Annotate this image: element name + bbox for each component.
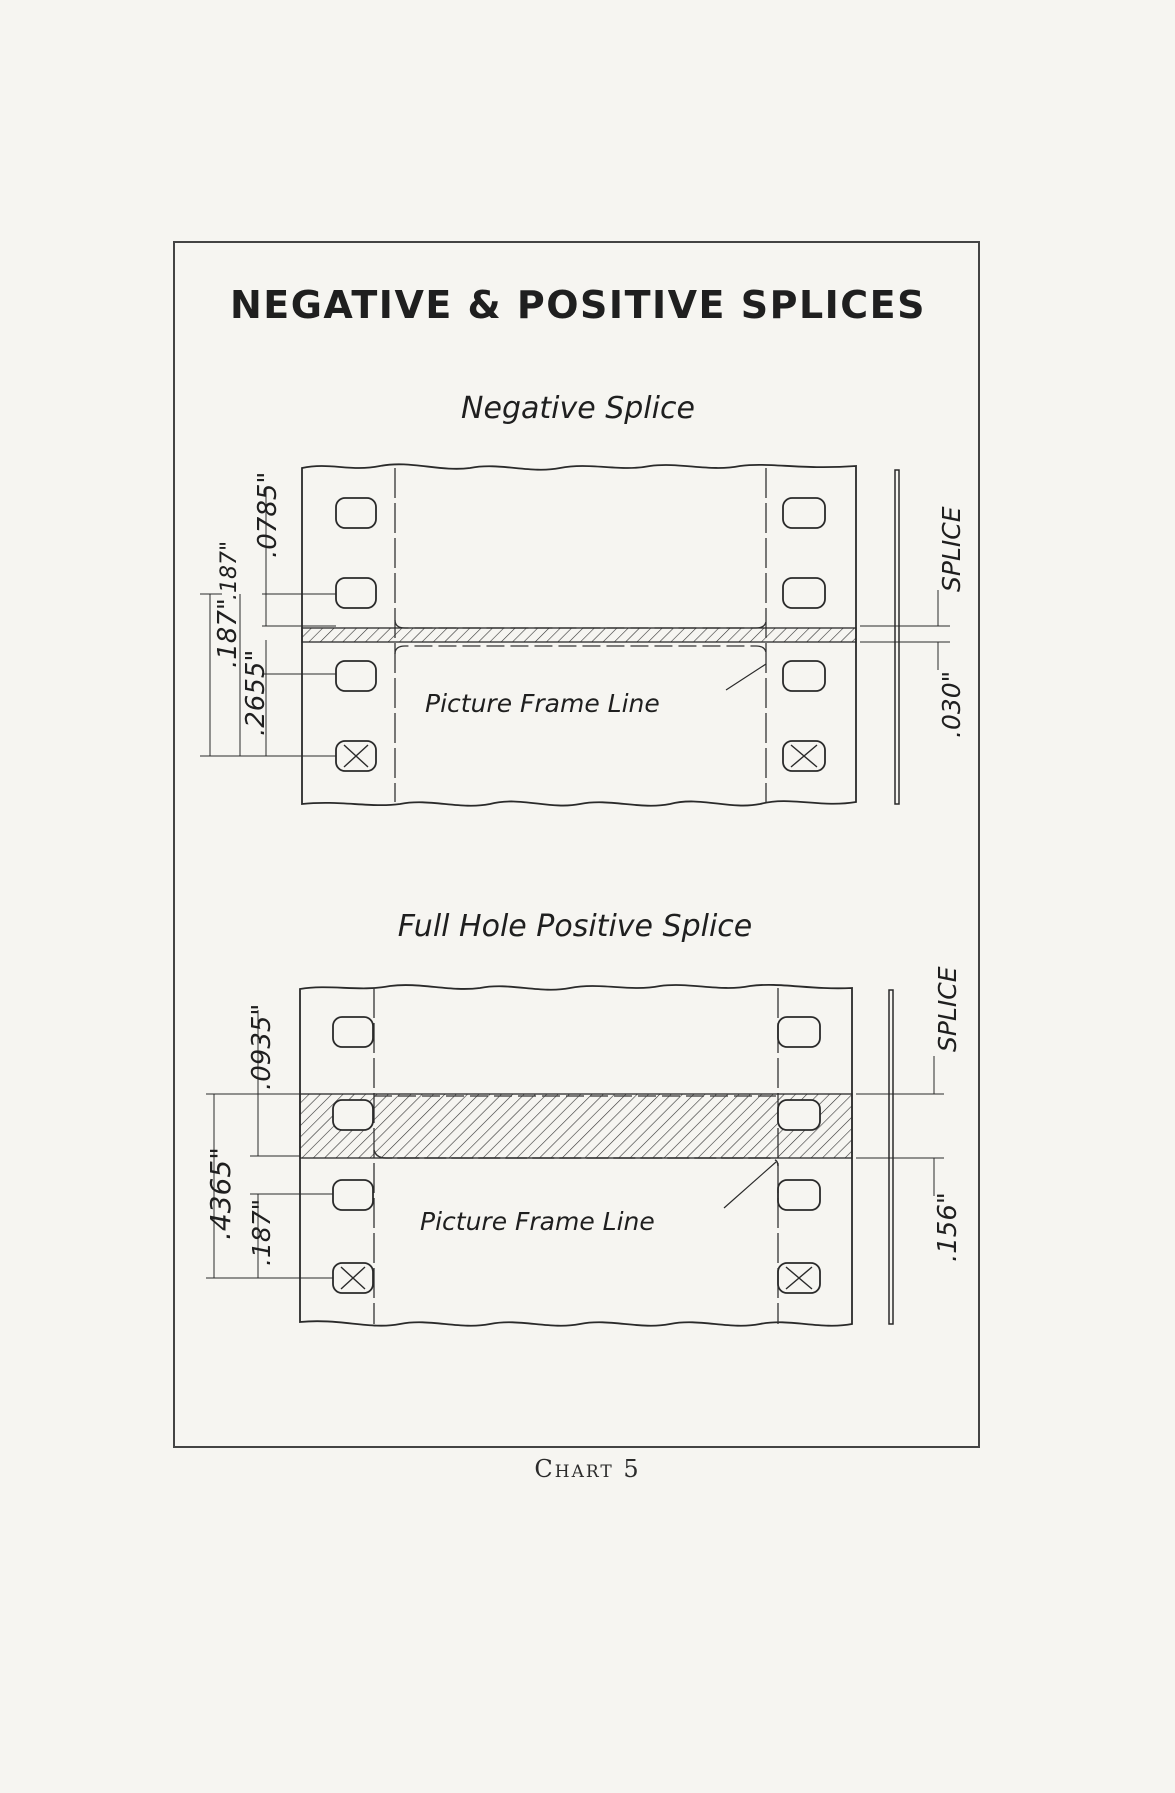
negative-dim-pitch-b: .187" <box>217 540 242 600</box>
negative-upper-frame <box>395 620 766 628</box>
negative-dim-frame-offset: .2655" <box>241 649 271 736</box>
negative-splice-diagram <box>200 391 966 806</box>
negative-edge-view <box>895 470 899 804</box>
negative-sprocket-hole <box>783 498 825 528</box>
negative-sprocket-hole <box>783 578 825 608</box>
positive-sprocket-hole <box>333 1017 373 1047</box>
positive-frame-line-leader <box>724 1162 776 1208</box>
positive-sprocket-hole <box>778 1180 820 1210</box>
positive-sprocket-hole <box>778 1100 820 1130</box>
positive-sprocket-hole <box>333 1100 373 1130</box>
negative-crossed-sprocket-hole <box>336 741 376 771</box>
positive-sprocket-hole <box>333 1180 373 1210</box>
positive-splice-label: SPLICE <box>933 966 962 1052</box>
negative-sprocket-hole <box>336 498 376 528</box>
negative-splice-label: SPLICE <box>937 506 966 592</box>
positive-sprocket-hole <box>778 1017 820 1047</box>
negative-sprocket-hole <box>783 661 825 691</box>
positive-edge-view <box>889 990 893 1324</box>
negative-splice-heading: Negative Splice <box>461 391 695 426</box>
negative-sprocket-hole <box>336 661 376 691</box>
negative-splice-band <box>302 628 856 642</box>
positive-dim-total: .4365" <box>204 1146 237 1240</box>
positive-splice-band <box>300 1094 852 1158</box>
negative-dim-pitch-a: .187" <box>213 598 243 668</box>
negative-lower-frame <box>395 646 766 654</box>
positive-frame-line-label: Picture Frame Line <box>420 1207 655 1236</box>
negative-sprocket-hole <box>336 578 376 608</box>
negative-splice-width: .030" <box>937 670 966 738</box>
chart-caption: Chart 5 <box>534 1455 641 1483</box>
negative-frame-line-leader <box>726 664 766 690</box>
positive-splice-diagram <box>204 909 963 1326</box>
chart-title: NEGATIVE & POSITIVE SPLICES <box>229 283 927 327</box>
positive-splice-width: .156" <box>933 1192 963 1262</box>
positive-crossed-sprocket-hole <box>333 1263 373 1293</box>
positive-splice-heading: Full Hole Positive Splice <box>397 909 753 944</box>
negative-crossed-sprocket-hole <box>783 741 825 771</box>
positive-dim-top-offset: .0935" <box>247 1003 277 1090</box>
positive-dim-pitch: .187" <box>247 1198 276 1266</box>
negative-dim-top-offset: .0785" <box>253 471 283 558</box>
negative-frame-line-label: Picture Frame Line <box>425 689 660 718</box>
positive-crossed-sprocket-hole <box>778 1263 820 1293</box>
